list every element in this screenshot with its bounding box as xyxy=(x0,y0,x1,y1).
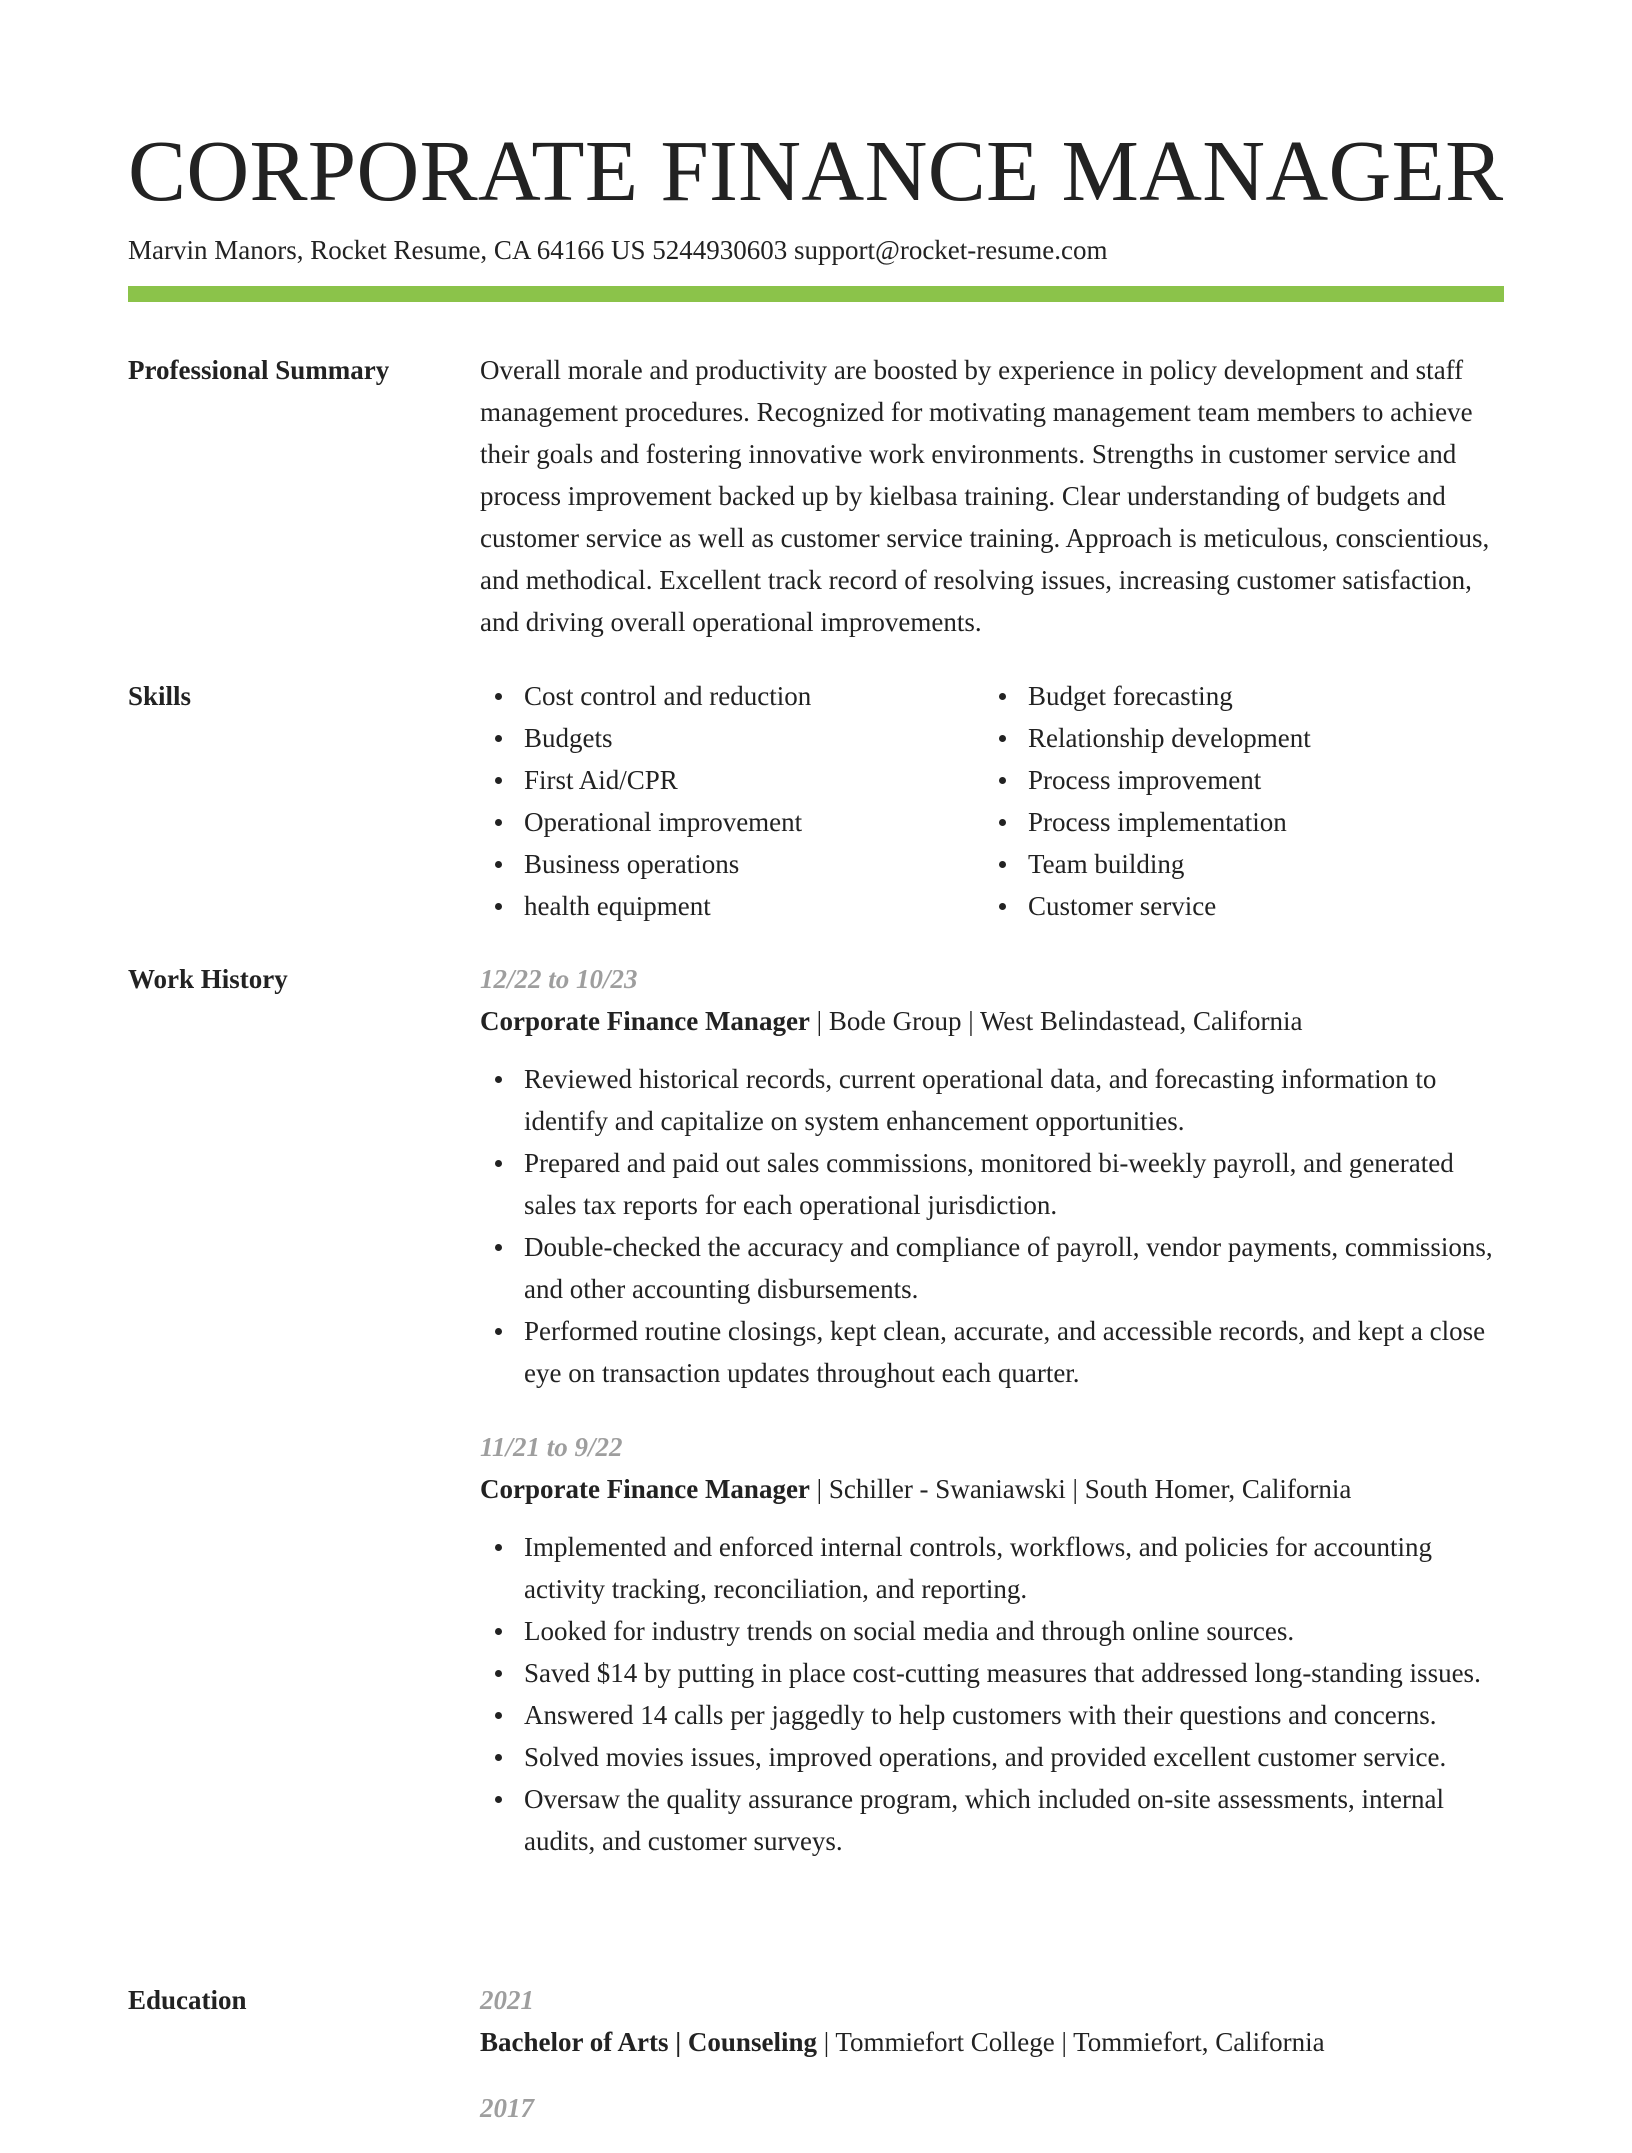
job-duty-item: Answered 14 calls per jaggedly to help customers with their questions and concerns. xyxy=(480,1694,1504,1736)
job-entry xyxy=(480,1426,1504,1862)
skill-item: Process improvement xyxy=(984,759,1488,801)
summary-body xyxy=(480,349,1504,643)
job-duty-item: Saved $14 by putting in place cost-cutting measures that addressed long-standing issues. xyxy=(480,1652,1504,1694)
skills-column-right xyxy=(984,675,1488,927)
education-degree: Bachelor of Arts | Counseling xyxy=(480,2027,817,2057)
job-company-location: | Bode Group | West Belindastead, California xyxy=(809,1006,1303,1036)
work-history-body xyxy=(480,958,1504,1894)
job-title-line xyxy=(480,1000,1504,1042)
education-year: 2017 xyxy=(480,2093,534,2123)
job-dates: 12/22 to 10/23 xyxy=(480,964,638,994)
job-duties xyxy=(480,1058,1504,1394)
education-body xyxy=(480,1979,1504,2153)
education-degree-line xyxy=(480,2021,1504,2063)
job-duty-item: Reviewed historical records, current operational data, and forecasting information to identify and capitalize on system enhancement opportunities. xyxy=(480,1058,1504,1142)
contact-line: Marvin Manors, Rocket Resume, CA 64166 US 5244930603 support@rocket-resume.com xyxy=(128,235,1108,265)
job-title-line xyxy=(480,1468,1504,1510)
skill-item: Relationship development xyxy=(984,717,1488,759)
skill-item: Team building xyxy=(984,843,1488,885)
summary-heading: Professional Summary xyxy=(128,355,390,385)
job-entry xyxy=(480,958,1504,1394)
job-duty-item: Double-checked the accuracy and compliance of payroll, vendor payments, commissions, and other accounting disbursements. xyxy=(480,1226,1504,1310)
skills-heading: Skills xyxy=(128,681,192,711)
job-duties xyxy=(480,1526,1504,1862)
skill-item: First Aid/CPR xyxy=(480,759,984,801)
job-role: Corporate Finance Manager xyxy=(480,1474,810,1504)
skill-item: Budget forecasting xyxy=(984,675,1488,717)
skills-column-left xyxy=(480,675,984,927)
skill-item: health equipment xyxy=(480,885,984,927)
resume-title: CORPORATE FINANCE MANAGER xyxy=(128,122,1504,219)
job-company-location: | Schiller - Swaniawski | South Homer, California xyxy=(809,1474,1352,1504)
education-entry xyxy=(480,1979,1504,2063)
skills-columns xyxy=(480,675,1504,927)
education-year: 2021 xyxy=(480,1985,534,2015)
job-duty-item: Prepared and paid out sales commissions, monitored bi-weekly payroll, and generated sales tax reports for each operational jurisdiction. xyxy=(480,1142,1504,1226)
job-role: Corporate Finance Manager xyxy=(480,1006,810,1036)
skill-item: Process implementation xyxy=(984,801,1488,843)
education-entry xyxy=(480,2087,1504,2129)
education-school-location: | Tommiefort College | Tommiefort, California xyxy=(816,2027,1325,2057)
skill-item: Customer service xyxy=(984,885,1488,927)
job-duty-item: Oversaw the quality assurance program, which included on-site assessments, internal audits, and customer surveys. xyxy=(480,1778,1504,1862)
job-duty-item: Solved movies issues, improved operations, and provided excellent customer service. xyxy=(480,1736,1504,1778)
summary-text: Overall morale and productivity are boosted by experience in policy development and staff management procedures. Recognized for motivating management team members to achieve their goals and fostering innovative work environments. Strengths in customer service and process improvement backed up by kielbasa training. Clear understanding of budgets and customer service as well as customer service training. Approach is meticulous, conscientious, and methodical. Excellent track record of resolving issues, increasing customer satisfaction, and driving overall operational improvements. xyxy=(480,355,1490,637)
work-history-heading: Work History xyxy=(128,964,288,994)
skill-item: Budgets xyxy=(480,717,984,759)
skill-item: Cost control and reduction xyxy=(480,675,984,717)
job-duty-item: Implemented and enforced internal controls, workflows, and policies for accounting activity tracking, reconciliation, and reporting. xyxy=(480,1526,1504,1610)
skill-item: Operational improvement xyxy=(480,801,984,843)
job-duty-item: Performed routine closings, kept clean, accurate, and accessible records, and kept a close eye on transaction updates throughout each quarter. xyxy=(480,1310,1504,1394)
accent-divider xyxy=(128,286,1504,302)
job-duty-item: Looked for industry trends on social media and through online sources. xyxy=(480,1610,1504,1652)
education-heading: Education xyxy=(128,1985,247,2015)
skill-item: Business operations xyxy=(480,843,984,885)
job-dates: 11/21 to 9/22 xyxy=(480,1432,623,1462)
